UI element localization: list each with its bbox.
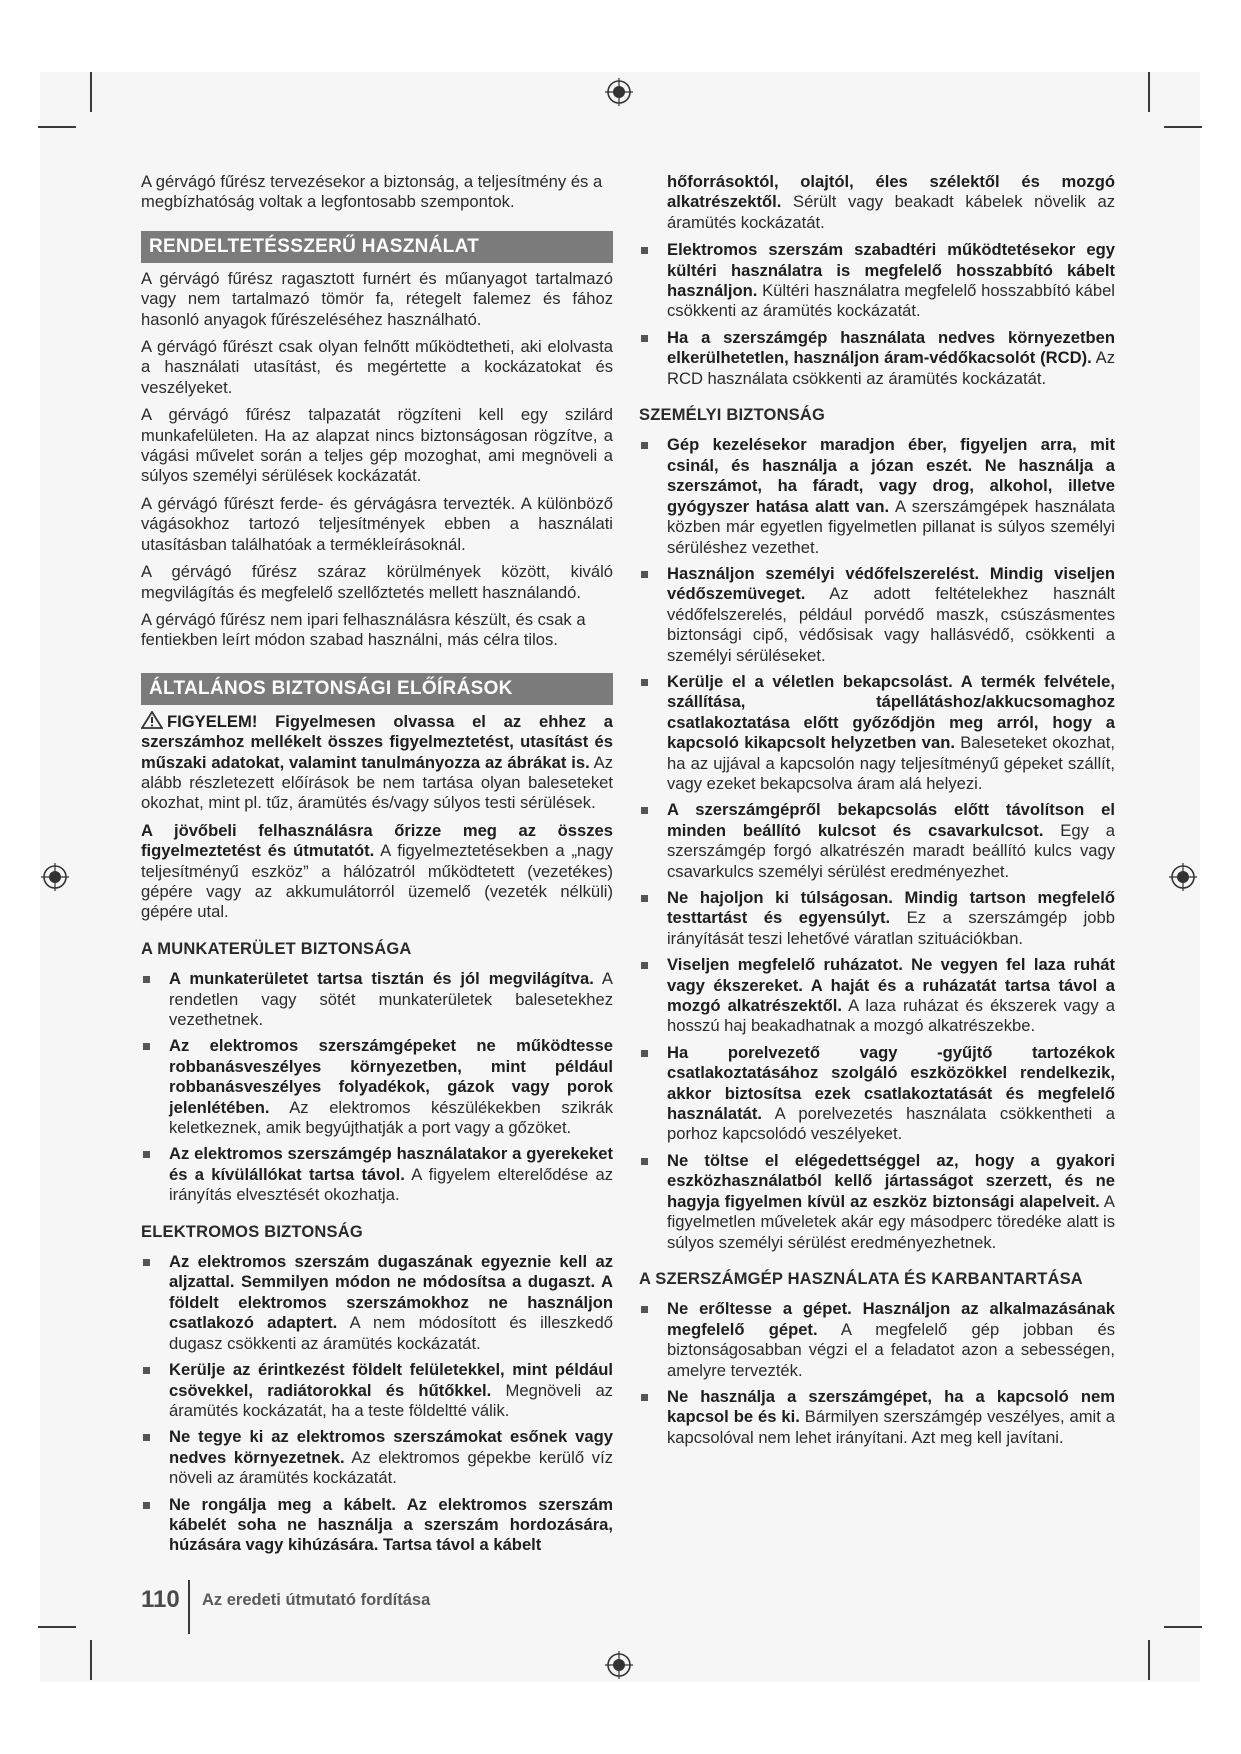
registration-mark-icon (1168, 862, 1198, 892)
item-text: Az elektromos gépekbe kerülő víz növeli az áramütés kockázatát. (169, 1447, 613, 1488)
item-text: Sérült vagy beakadt kábelek növelik az áramütés kockázatát. (667, 192, 1115, 232)
intro-paragraph: A gérvágó fűrész tervezésekor a biztonság, a teljesítmény és a megbízhatóság voltak a legfontosabb szempontok. (141, 172, 603, 212)
list-item (141, 1360, 613, 1421)
page-number: 110 (141, 1586, 180, 1613)
list-item (639, 672, 1115, 794)
item-bold: A szerszámgépről bekapcsolás előtt távolítson el minden beállító kulcsot és csavarkulcsot. (667, 800, 1115, 840)
crop-mark (38, 1626, 76, 1628)
item-bold: Gép kezelésekor maradjon éber, figyeljen arra, mit csinál, és használja a józan eszét. Ne használja a szerszámot, ha fáradt, vagy drog, alkohol, illetve gyógyszer hatása alatt van. (667, 435, 1115, 516)
item-text: Az adott feltételekhez használt védőfelszerelés, például porvédő maszk, csúszásmentes biztonsági cipő, védősisak vagy hallásvédő, csökkenti a személyi sérüléseket. (667, 584, 1115, 665)
registration-mark-icon (604, 1650, 634, 1680)
warning-triangle-icon (141, 711, 163, 729)
item-bold: Ne használja a szerszámgépet, ha a kapcsoló nem kapcsol be és ki. (667, 1386, 1115, 1427)
item-bold: Kerülje az érintkezést földelt felületekkel, mint például csövekkel, radiátorokkal és hűtőkkel. (169, 1360, 613, 1400)
warning-paragraph (141, 711, 613, 814)
paragraph: A gérvágó fűrészt csak olyan felnőtt működtetheti, aki elolvasta a használati utasítást, és megértette a kockázatokat és veszélyeket. (141, 337, 613, 397)
left-column (141, 172, 613, 1562)
keep-paragraph (141, 821, 613, 923)
item-text: Ez a szerszámgép jobb irányítását teszi lehetővé váratlan szituációkban. (667, 908, 1115, 948)
warning-text: Az alább részletezett előírások be nem tartása olyan baleseteket okozhat, mint pl. tűz, áramütés és/vagy súlyos testi sérülések. (141, 752, 613, 813)
item-text: Az RCD használata csökkenti az áramütés kockázatát. (667, 348, 1116, 388)
munkaterulet-list (141, 969, 613, 1205)
footer-divider (188, 1580, 190, 1634)
item-bold: Elektromos szerszám szabadtéri működtetésekor egy kültéri használatra is megfelelő hosszabbító kábelt használjon. (667, 240, 1115, 301)
keep-bold-text: A jövőbeli felhasználásra őrizze meg az összes figyelmeztetést és útmutatót. (141, 820, 613, 861)
item-bold: Használjon személyi védőfelszerelést. Mindig viseljen védőszemüveget. (667, 563, 1115, 604)
item-bold: A munkaterületet tartsa tisztán és jól megvilágítva. (169, 969, 594, 989)
crop-mark (1148, 1640, 1150, 1680)
subheading-szemelyi: SZEMÉLYI BIZTONSÁG (639, 406, 826, 425)
item-text: Kültéri használatra megfelelő hosszabbító kábel csökkenti az áramütés kockázatát. (667, 281, 1115, 321)
paragraph: A gérvágó fűrészt ferde- és gérvágásra tervezték. A különböző vágásokhoz tartozó teljesítmények ebben a használati utasításban találhatóak a termékleírásoknál. (141, 493, 613, 554)
keep-text: A figyelmeztetésekben a „nagy teljesítményű eszköz” a hálózatról működtetett (vezetékes) gépére vagy az akkumulátorról üzemelő (vezeték nélküli) gépére utal. (141, 841, 613, 922)
item-text: A figyelmetlen műveletek akár egy másodperc töredéke alatt is súlyos személyi sérülést eredményezhetnek. (667, 1191, 1115, 1252)
list-item (639, 1043, 1115, 1145)
crop-mark (1164, 126, 1202, 128)
list-item (141, 969, 613, 1030)
item-bold: Ne hajoljon ki túlságosan. Mindig tartson megfelelő testtartást és egyensúlyt. (667, 888, 1115, 928)
right-column (639, 172, 1115, 1454)
item-bold: Ne rongálja meg a kábelt. Az elektromos szerszám kábelét soha ne használja a szerszám hordozására, húzására vagy kihúzására. Tartsa távol a kábelt (169, 1494, 613, 1555)
crop-mark (90, 72, 92, 112)
item-bold: Ne erőltesse a gépet. Használjon az alkalmazásának megfelelő gépet. (667, 1299, 1115, 1339)
item-text: A laza ruházat és ékszerek vagy a hosszú haj beakadhatnak a mozgó alkatrészekbe. (667, 996, 1115, 1036)
szemelyi-list (639, 435, 1115, 1252)
item-text: Baleseteket okozhat, ha az ujjával a kapcsolón nagy teljesítményű gépeket szállít, vagy ezeket bekapcsolva áram alá helyezi. (667, 733, 1115, 793)
list-item (141, 1495, 613, 1556)
continued-item (639, 172, 1115, 233)
subheading-karbantartas: A SZERSZÁMGÉP HASZNÁLATA ÉS KARBANTARTÁSA (639, 1269, 1083, 1288)
item-bold: Kerülje el a véletlen bekapcsolást. A termék felvétele, szállítása, tápellátáshoz/akkucsomaghoz csatlakoztatása előtt győződjön meg arról, hogy a kapcsoló kikapcsolt helyzetben van. (667, 671, 1115, 753)
item-text: A porelvezetés használata csökkentheti a porhoz kapcsolódó veszélyeket. (667, 1104, 1115, 1144)
list-item (639, 1387, 1115, 1448)
item-text: Megnöveli az áramütés kockázatát, ha a teste földeltté válik. (169, 1380, 613, 1420)
item-bold: Az elektromos szerszámgépeket ne működtesse robbanásveszélyes környezetben, mint például robbanásveszélyes folyadékok, gázok vagy porok jelenlétében. (169, 1036, 613, 1117)
item-bold: Ha porelvezető vagy -gyűjtő tartozékok csatlakoztatásához szolgáló eszközökkel rendelkezik, akkor biztosítsa ezek csatlakoztatását és megfelelő használatát. (667, 1042, 1115, 1124)
list-item (141, 1144, 613, 1205)
list-item (141, 1252, 613, 1354)
crop-mark (1164, 1626, 1202, 1628)
list-item (639, 1299, 1115, 1381)
item-bold: Viseljen megfelelő ruházatot. Ne vegyen fel laza ruhát vagy ékszereket. A haját és a ruházatát tartsa távol a mozgó alkatrészektől. (667, 955, 1115, 1016)
item-text: Egy a szerszámgép forgó alkatrészén maradt beállító kulcs vagy csavarkulcs személyi sérülést eredményezhet. (667, 820, 1116, 881)
item-text: A figyelem elterelődése az irányítás elvesztését okozhatja. (169, 1164, 614, 1205)
list-item (639, 435, 1115, 557)
item-bold: Az elektromos szerszámgép használatakor a gyerekeket és a kívülállókat tartsa távol. (169, 1144, 613, 1184)
subheading-elektromos: ELEKTROMOS BIZTONSÁG (141, 1222, 363, 1241)
item-bold: Ha a szerszámgép használata nedves környezetben elkerülhetetlen, használjon áram-védőkacsolót (RCD). (667, 327, 1115, 368)
list-item (639, 1151, 1115, 1253)
paragraph: A gérvágó fűrész száraz körülmények között, kiváló megvilágítás és megfelelő szellőztetés mellett használandó. (141, 562, 613, 602)
section-heading-rendeltetes: RENDELTETÉSSZERŰ HASZNÁLAT (141, 231, 613, 263)
crop-mark (90, 1640, 92, 1680)
list-item (141, 1427, 613, 1488)
paragraph: A gérvágó fűrész talpazatát rögzíteni kell egy szilárd munkafelületen. Ha az alapzat nincs biztonságosan rögzítve, a vágási művelet során a teljes gép mozoghat, ami megnöveli a súlyos személyi sérülések kockázatát. (141, 405, 613, 486)
elektromos-list (141, 1252, 613, 1556)
section-heading-altalanos: ÁLTALÁNOS BIZTONSÁGI ELŐÍRÁSOK (141, 673, 613, 705)
registration-mark-icon (40, 862, 70, 892)
warning-bold-text: FIGYELEM! Figyelmesen olvassa el az ehhez a szerszámhoz mellékelt összes figyelmeztetést, utasítást és műszaki adatokat, valamint tanulmányozza az ábrákat is. (141, 711, 613, 772)
list-item (639, 328, 1115, 389)
item-text: A nem módosított és illeszkedő dugasz csökkenti az áramütés kockázatát. (169, 1313, 613, 1353)
item-bold: Ne tegye ki az elektromos szerszámokat esőnek vagy nedves környezetnek. (169, 1427, 613, 1467)
subheading-munkaterulet: A MUNKATERÜLET BIZTONSÁGA (141, 939, 412, 958)
list-item (639, 955, 1115, 1037)
item-text: A szerszámgépek használata közben már egyetlen figyelmetlen pillanat is súlyos személyi sérüléshez vezethet. (667, 496, 1115, 557)
list-item (141, 1036, 613, 1138)
item-bold: Az elektromos szerszám dugaszának egyeznie kell az aljzattal. Semmilyen módon ne módosítsa a dugaszt. A földelt elektromos szerszámokhoz ne használjon csatlakozó adaptert. (169, 1252, 613, 1333)
item-text: Az elektromos készülékekben szikrák keletkeznek, amik begyújthatják a port vagy a gőzöket. (169, 1097, 613, 1138)
crop-mark (1148, 72, 1150, 112)
list-item (639, 240, 1115, 322)
elektromos-continued-list (639, 240, 1115, 389)
list-item (639, 800, 1115, 882)
footer-caption: Az eredeti útmutató fordítása (202, 1591, 431, 1609)
item-bold: hőforrásoktól, olajtól, éles szélektől és mozgó alkatrészektől. (667, 172, 1115, 212)
item-bold: Ne töltse el elégedettséggel az, hogy a gyakori eszközhasználatból kellő jártasságot szerzett, és ne hagyja figyelmen kívül az eszköz biztonsági alapelveit. (667, 1150, 1115, 1211)
paragraph: A gérvágó fűrész nem ipari felhasználásra készült, és csak a fentiekben leírt módon szabad használni, más célra tilos. (141, 609, 586, 650)
item-text: A megfelelő gép jobban és biztonságosabban végzi el a feladatot azon a sebességen, amelyre tervezték. (667, 1319, 1116, 1380)
registration-mark-icon (604, 77, 634, 107)
item-text: Bármilyen szerszámgép veszélyes, amit a kapcsolóval nem lehet irányítani. Azt meg kell javítani. (667, 1407, 1115, 1447)
list-item (639, 564, 1115, 666)
paragraph: A gérvágó fűrész ragasztott furnért és műanyagot tartalmazó vagy nem tartalmazó tömör fa, rétegelt falemez és fához hasonló anyagok fűrészeléséhez használható. (141, 268, 613, 329)
karbantartas-list (639, 1299, 1115, 1448)
crop-mark (38, 126, 76, 128)
list-item (639, 888, 1115, 949)
item-text: A rendetlen vagy sötét munkaterületek balesetekhez vezethetnek. (169, 969, 614, 1029)
